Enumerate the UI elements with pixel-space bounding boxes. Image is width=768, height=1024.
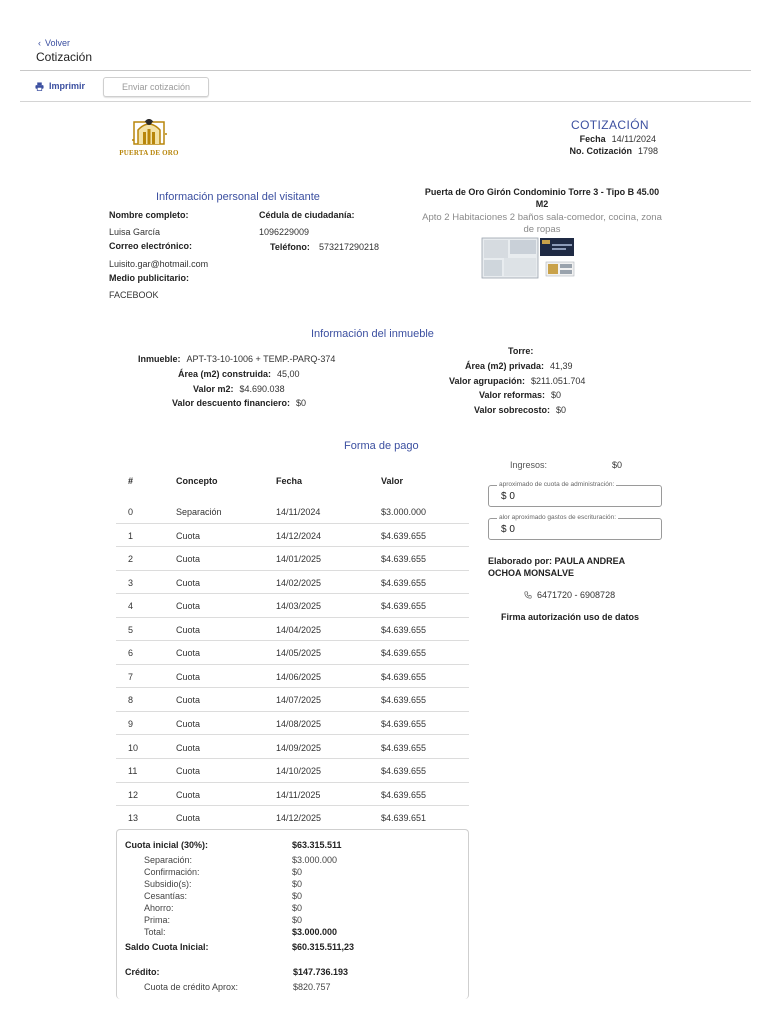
row-value: $4.639.655 [381, 554, 427, 565]
email-label: Correo electrónico: [109, 241, 193, 251]
reforms-row: Valor reformas: $0 [479, 390, 562, 400]
income-label: Ingresos: [510, 460, 548, 470]
header-num: # [128, 476, 134, 486]
row-concept: Cuota [176, 813, 201, 824]
table-row [116, 736, 469, 760]
quote-number: No. Cotización 1798 [569, 146, 658, 156]
property-name: Puerta de Oro Girón Condominio Torre 3 - Tipo B 45.00 M2 [424, 187, 660, 209]
id-value: 1096229009 [259, 227, 310, 237]
row-concept: Cuota [176, 530, 201, 541]
row-concept: Cuota [176, 718, 201, 729]
row-value: $4.639.655 [381, 789, 427, 800]
table-row [116, 500, 469, 524]
row-concept: Cuota [176, 601, 201, 612]
quote-date: Fecha 14/11/2024 [579, 134, 656, 144]
financial-discount-row: Valor descuento financiero: $0 [172, 398, 307, 408]
property-id-row: Inmueble: APT-T3-10-1006 + TEMP.-PARQ-374 [138, 354, 336, 364]
row-value: $4.639.655 [381, 601, 427, 612]
property-info-title: Información del inmueble [311, 328, 434, 340]
row-num: 2 [128, 554, 134, 565]
row-date: 14/11/2025 [276, 789, 321, 800]
sum-prima-label: Prima: [144, 915, 171, 925]
table-row [116, 641, 469, 665]
row-value: $4.639.651 [381, 813, 427, 824]
logo-text: PUERTA DE ORO [119, 149, 179, 157]
admin-fee-field[interactable] [488, 481, 662, 507]
row-concept: Cuota [176, 648, 201, 659]
table-row [116, 571, 469, 595]
row-value: $4.639.655 [381, 530, 427, 541]
row-num: 1 [128, 530, 134, 541]
built-area-row: Área (m2) construida: 45,00 [178, 369, 300, 379]
phones-value: 6471720 - 6908728 [537, 590, 616, 600]
page-title: Cotización [36, 50, 93, 64]
row-concept: Cuota [176, 671, 201, 682]
group-value-row: Valor agrupación: $211.051.704 [449, 376, 586, 386]
row-date: 14/05/2025 [276, 648, 322, 659]
row-num: 4 [128, 601, 134, 612]
balance-label: Saldo Cuota Inicial: [125, 942, 209, 952]
sum-separacion-label: Separación: [144, 855, 193, 865]
overcost-row: Valor sobrecosto: $0 [474, 405, 567, 415]
row-value: $4.639.655 [381, 766, 427, 777]
table-row [116, 618, 469, 642]
page-header [20, 36, 751, 71]
row-concept: Cuota [176, 624, 201, 635]
row-date: 14/12/2025 [276, 813, 322, 824]
sum-cesantias-label: Cesantías: [144, 891, 188, 901]
table-row [116, 594, 469, 618]
row-value: $4.639.655 [381, 624, 427, 635]
row-concept: Cuota [176, 695, 201, 706]
initial-fee-value: $63.315.511 [292, 840, 342, 850]
deed-costs-legend: alor aproximado gastos de escrituración: [499, 514, 617, 521]
row-date: 14/06/2025 [276, 671, 322, 682]
contact-phones [524, 590, 615, 600]
summary-box [116, 829, 469, 999]
table-row [116, 688, 469, 712]
row-value: $4.639.655 [381, 718, 427, 729]
media-value: FACEBOOK [109, 290, 159, 300]
header-date: Fecha [276, 476, 303, 486]
print-button[interactable] [35, 81, 85, 91]
row-concept: Cuota [176, 577, 201, 588]
row-num: 12 [128, 789, 139, 800]
income-value: $0 [612, 460, 623, 470]
data-authorization-signature: Firma autorización uso de datos [501, 612, 640, 622]
row-concept: Cuota [176, 742, 201, 753]
admin-fee-legend: aproximado de cuota de administración: [499, 481, 615, 488]
row-value: $3.000.000 [381, 507, 427, 517]
row-num: 5 [128, 624, 134, 635]
sum-subsidio-label: Subsidio(s): [144, 879, 192, 889]
row-concept: Cuota [176, 766, 201, 777]
credit-label: Crédito: [125, 967, 160, 977]
toolbar [20, 71, 751, 102]
row-num: 9 [128, 718, 134, 729]
sum-separacion-value: $3.000.000 [292, 855, 338, 865]
table-row [116, 759, 469, 783]
print-label: Imprimir [49, 81, 86, 91]
row-date: 14/09/2025 [276, 742, 322, 753]
sum-cesantias-value: $0 [292, 891, 303, 901]
chevron-left-icon: ‹ [38, 38, 41, 48]
door-logo-icon [112, 116, 186, 150]
row-num: 11 [128, 766, 138, 777]
credit-value: $147.736.193 [293, 967, 349, 977]
row-num: 7 [128, 671, 134, 682]
row-value: $4.639.655 [381, 577, 427, 588]
header-value: Valor [381, 476, 404, 486]
credit-fee-value: $820.757 [293, 982, 331, 992]
row-date: 14/08/2025 [276, 718, 322, 729]
row-date: 14/04/2025 [276, 624, 322, 635]
row-value: $4.639.655 [381, 695, 427, 706]
name-value: Luisa García [109, 227, 161, 237]
sum-ahorro-value: $0 [292, 903, 303, 913]
initial-fee-label: Cuota inicial (30%): [125, 840, 209, 850]
deed-costs-input[interactable]: $ 0 [501, 524, 515, 535]
row-concept: Cuota [176, 554, 201, 565]
balance-value: $60.315.511,23 [292, 942, 355, 952]
row-concept: Cuota [176, 789, 201, 800]
quote-title: COTIZACIÓN [571, 118, 649, 132]
sum-prima-value: $0 [292, 915, 303, 925]
phone-value: 573217290218 [319, 242, 380, 252]
row-num: 13 [128, 813, 139, 824]
sum-confirmacion-label: Confirmación: [144, 867, 200, 877]
row-num: 0 [128, 507, 134, 517]
sum-total-value: $3.000.000 [292, 927, 338, 937]
row-date: 14/02/2025 [276, 577, 322, 588]
row-num: 8 [128, 695, 134, 706]
send-quote-button[interactable]: Enviar cotización [103, 77, 209, 97]
table-row [116, 712, 469, 736]
row-date: 14/11/2024 [276, 507, 321, 517]
email-value: Luisito.gar@hotmail.com [109, 259, 209, 269]
row-value: $4.639.655 [381, 742, 427, 753]
private-area-row: Área (m2) privada: 41,39 [465, 361, 573, 371]
credit-fee-label: Cuota de crédito Aprox: [144, 982, 239, 992]
name-label: Nombre completo: [109, 210, 189, 220]
table-row [116, 665, 469, 689]
id-label: Cédula de ciudadanía: [259, 210, 355, 220]
phone-icon [524, 591, 532, 599]
floorplan-image [478, 236, 600, 298]
price-m2-row: Valor m2: $4.690.038 [193, 384, 285, 394]
row-num: 3 [128, 577, 134, 588]
table-row [116, 806, 469, 830]
phone-label: Teléfono: [270, 242, 310, 252]
back-label: Volver [45, 38, 71, 48]
sum-total-label: Total: [144, 927, 166, 937]
prepared-by: Elaborado por: PAULA ANDREA OCHOA MONSALVE [488, 556, 625, 578]
admin-fee-input[interactable]: $ 0 [501, 491, 515, 502]
row-num: 10 [128, 742, 139, 753]
table-row [116, 524, 469, 548]
deed-costs-field[interactable] [488, 514, 662, 540]
printer-icon [35, 82, 44, 91]
tower-row: Torre: [508, 346, 534, 356]
media-label: Medio publicitario: [109, 273, 189, 283]
table-row [116, 783, 469, 807]
property-description: Apto 2 Habitaciones 2 baños sala-comedor, cocina, zona de ropas [422, 212, 662, 235]
row-num: 6 [128, 648, 134, 659]
row-date: 14/07/2025 [276, 695, 322, 706]
row-value: $4.639.655 [381, 648, 427, 659]
back-link[interactable] [38, 38, 70, 48]
payment-title: Forma de pago [344, 440, 419, 452]
row-value: $4.639.655 [381, 671, 427, 682]
sum-subsidio-value: $0 [292, 879, 303, 889]
row-date: 14/12/2024 [276, 530, 322, 541]
row-date: 14/03/2025 [276, 601, 322, 612]
brand-logo [112, 116, 186, 160]
table-row [116, 547, 469, 571]
personal-info-title: Información personal del visitante [156, 191, 320, 203]
header-concept: Concepto [176, 476, 218, 486]
row-concept: Separación [176, 507, 222, 517]
row-date: 14/10/2025 [276, 766, 322, 777]
sum-ahorro-label: Ahorro: [144, 903, 174, 913]
row-date: 14/01/2025 [276, 554, 322, 565]
sum-confirmacion-value: $0 [292, 867, 303, 877]
